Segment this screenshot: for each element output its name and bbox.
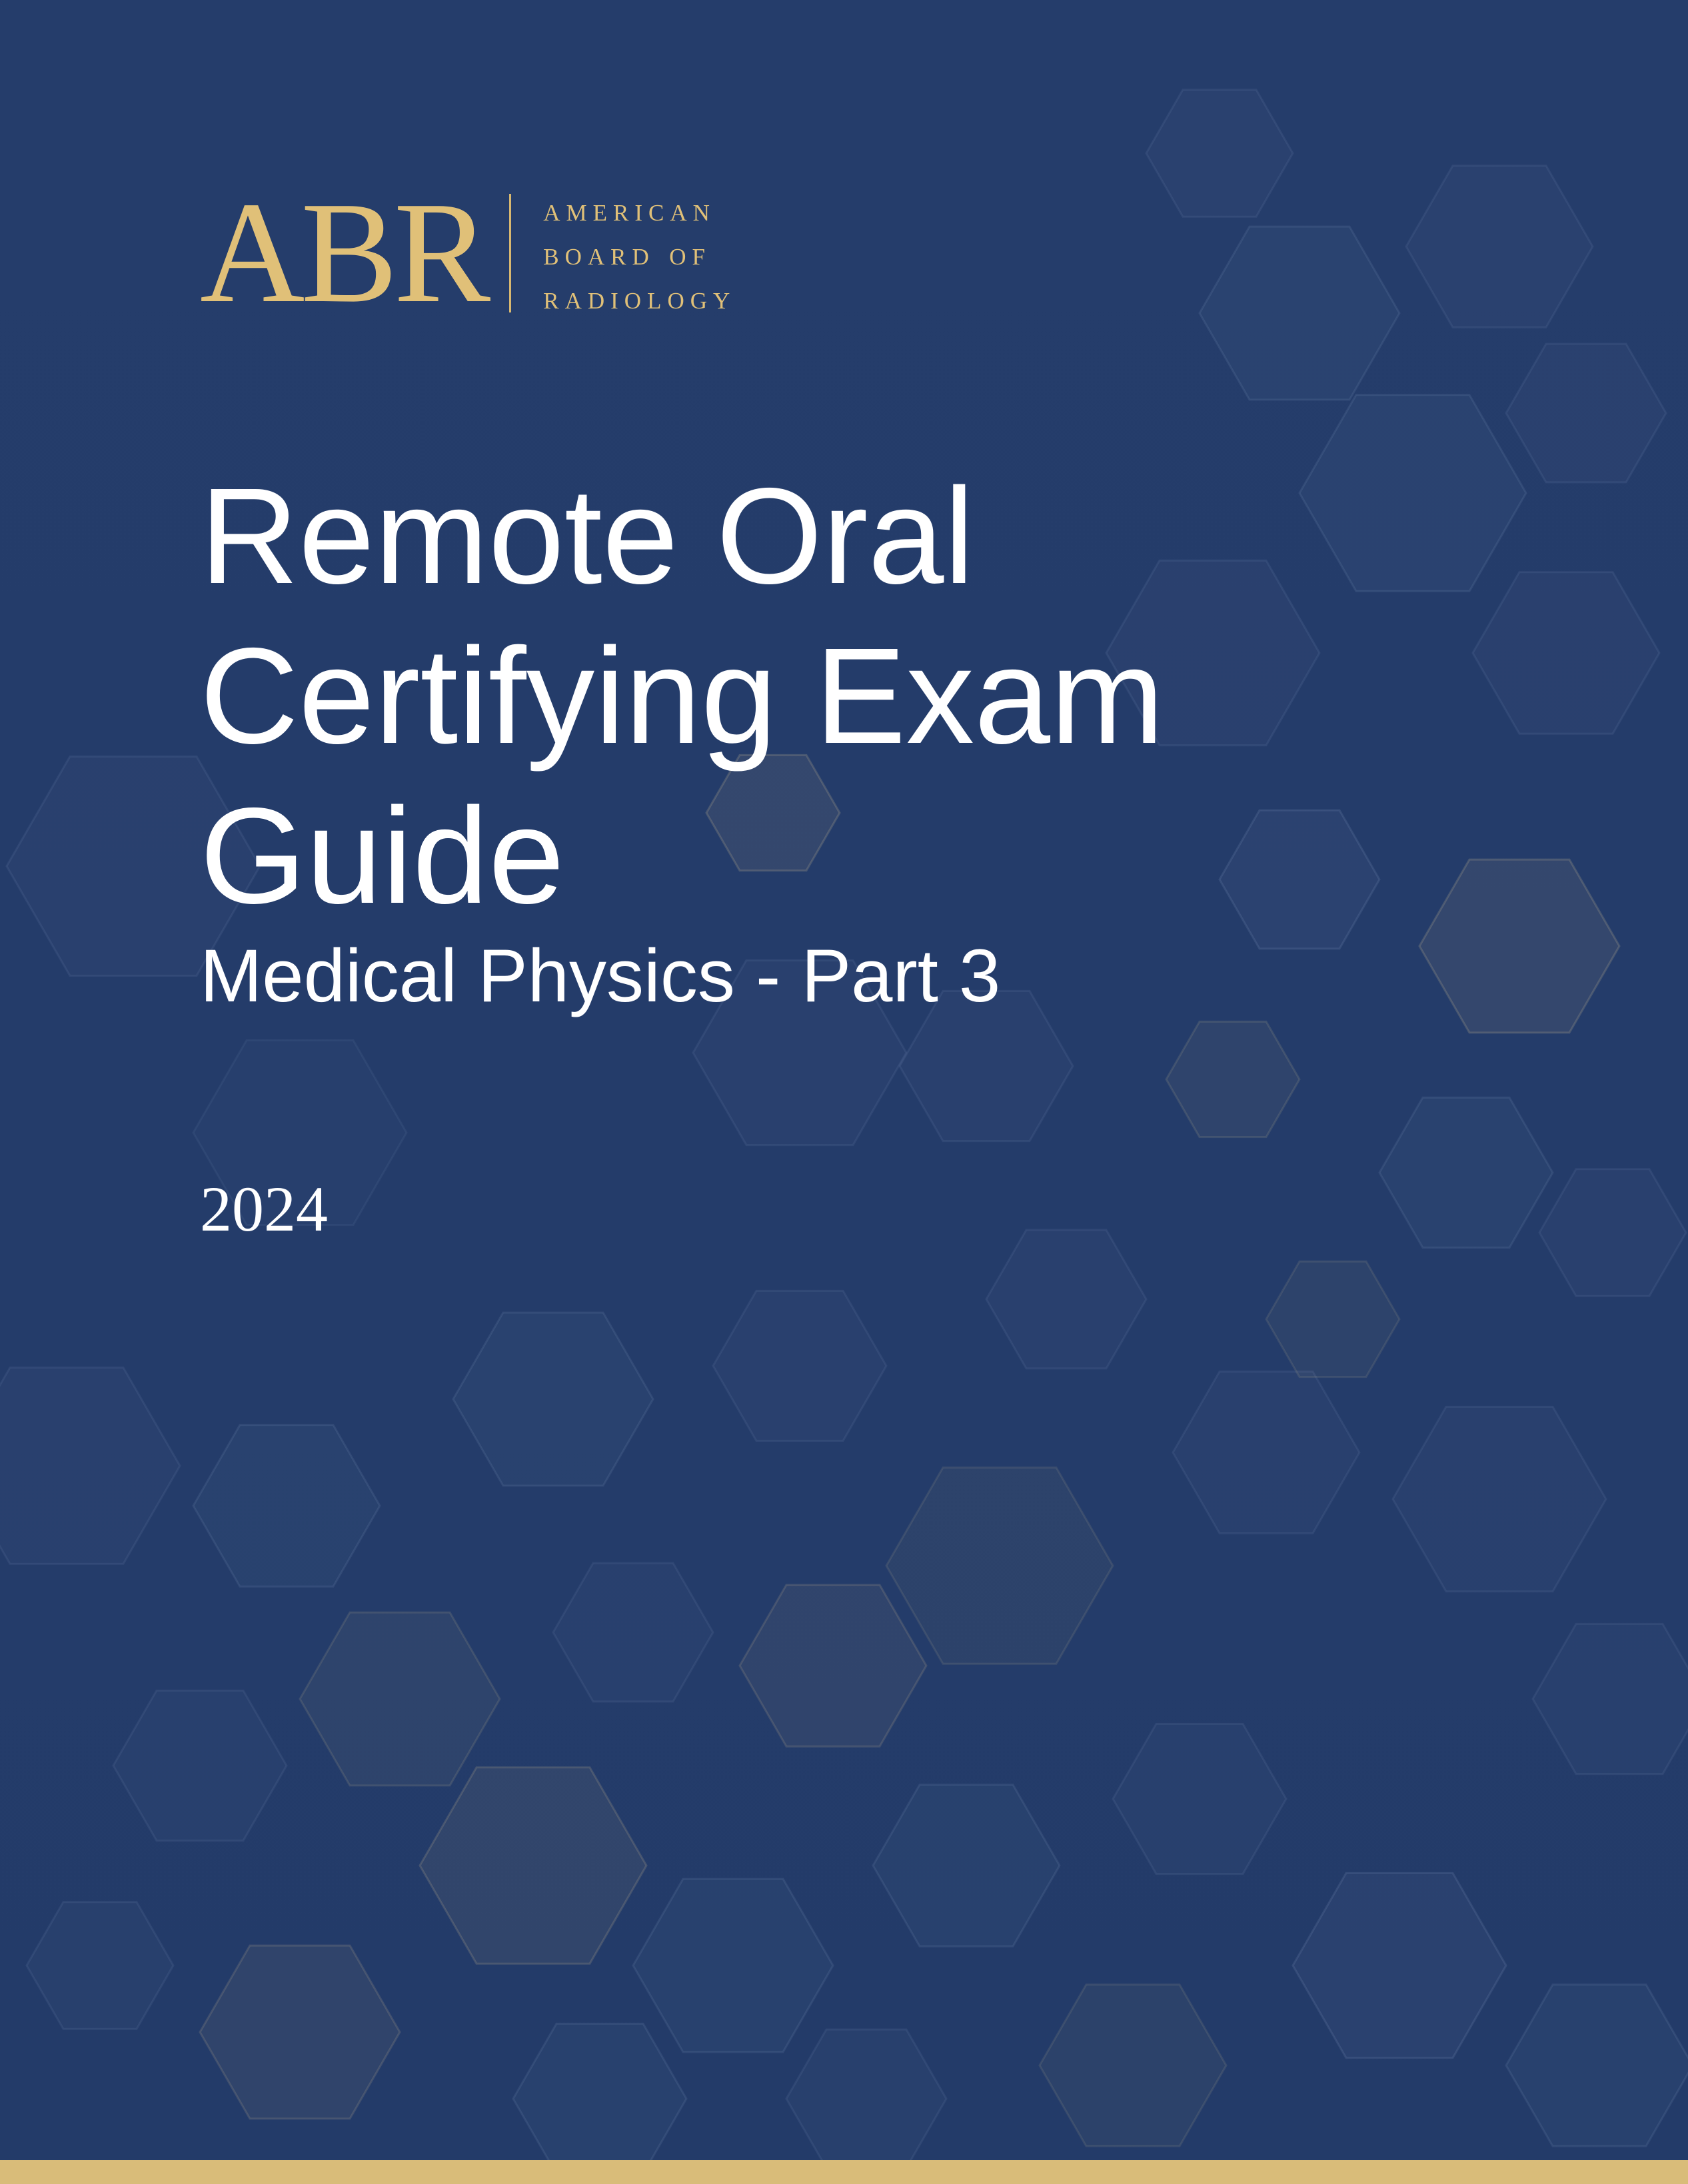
decorative-hexagon — [633, 1879, 833, 2052]
decorative-hexagon — [513, 2023, 686, 2173]
logo-divider — [509, 194, 511, 312]
logo-line-2: board of — [543, 235, 712, 272]
decorative-hexagon — [200, 1945, 400, 2119]
decorative-hexagon — [300, 1612, 500, 1786]
decorative-hexagon — [453, 1313, 653, 1486]
decorative-hexagon — [1539, 1169, 1686, 1297]
logo-line-1: american — [543, 191, 716, 228]
decorative-hexagon — [1506, 1985, 1688, 2146]
decorative-hexagon — [1113, 1724, 1286, 1874]
decorative-hexagon — [1379, 1097, 1553, 1247]
decorative-hexagon — [420, 1768, 646, 1963]
decorative-hexagon — [193, 1425, 380, 1586]
decorative-hexagon — [1200, 227, 1399, 400]
document-year: 2024 — [200, 1173, 328, 1245]
decorative-hexagon — [27, 1902, 173, 2029]
decorative-hexagon — [1293, 1873, 1506, 2057]
decorative-hexagon — [1393, 1406, 1606, 1591]
decorative-hexagon — [1406, 166, 1593, 327]
decorative-hexagon — [1533, 1624, 1688, 1774]
decorative-hexagon — [553, 1563, 713, 1702]
logo-wordmark — [543, 187, 736, 319]
decorative-hexagon — [1166, 1021, 1299, 1137]
logo-line-3: radiology — [543, 278, 736, 316]
decorative-hexagon — [1266, 1261, 1399, 1376]
title-line-3: Guide — [200, 780, 565, 932]
decorative-hexagon — [1506, 344, 1666, 482]
document-title — [200, 456, 1466, 936]
document-subtitle: Medical Physics - Part 3 — [200, 934, 1001, 1017]
title-line-1: Remote Oral — [200, 460, 975, 612]
decorative-hexagon — [786, 2029, 946, 2168]
decorative-hexagon — [1173, 1372, 1359, 1533]
abr-logo — [200, 173, 736, 333]
decorative-hexagon — [0, 1368, 180, 1564]
decorative-hexagon — [713, 1291, 886, 1440]
logo-mark: ABR — [200, 173, 487, 333]
decorative-hexagon — [1473, 572, 1659, 734]
decorative-hexagon — [113, 1690, 287, 1840]
decorative-hexagon — [740, 1585, 926, 1746]
decorative-hexagon — [1146, 90, 1293, 217]
decorative-hexagon — [1040, 1985, 1226, 2146]
title-line-2: Certifying Exam — [200, 620, 1164, 772]
bottom-gold-bar — [0, 2160, 1688, 2184]
decorative-hexagon — [886, 1468, 1113, 1664]
decorative-hexagon — [986, 1230, 1146, 1368]
decorative-hexagon — [873, 1785, 1060, 1946]
